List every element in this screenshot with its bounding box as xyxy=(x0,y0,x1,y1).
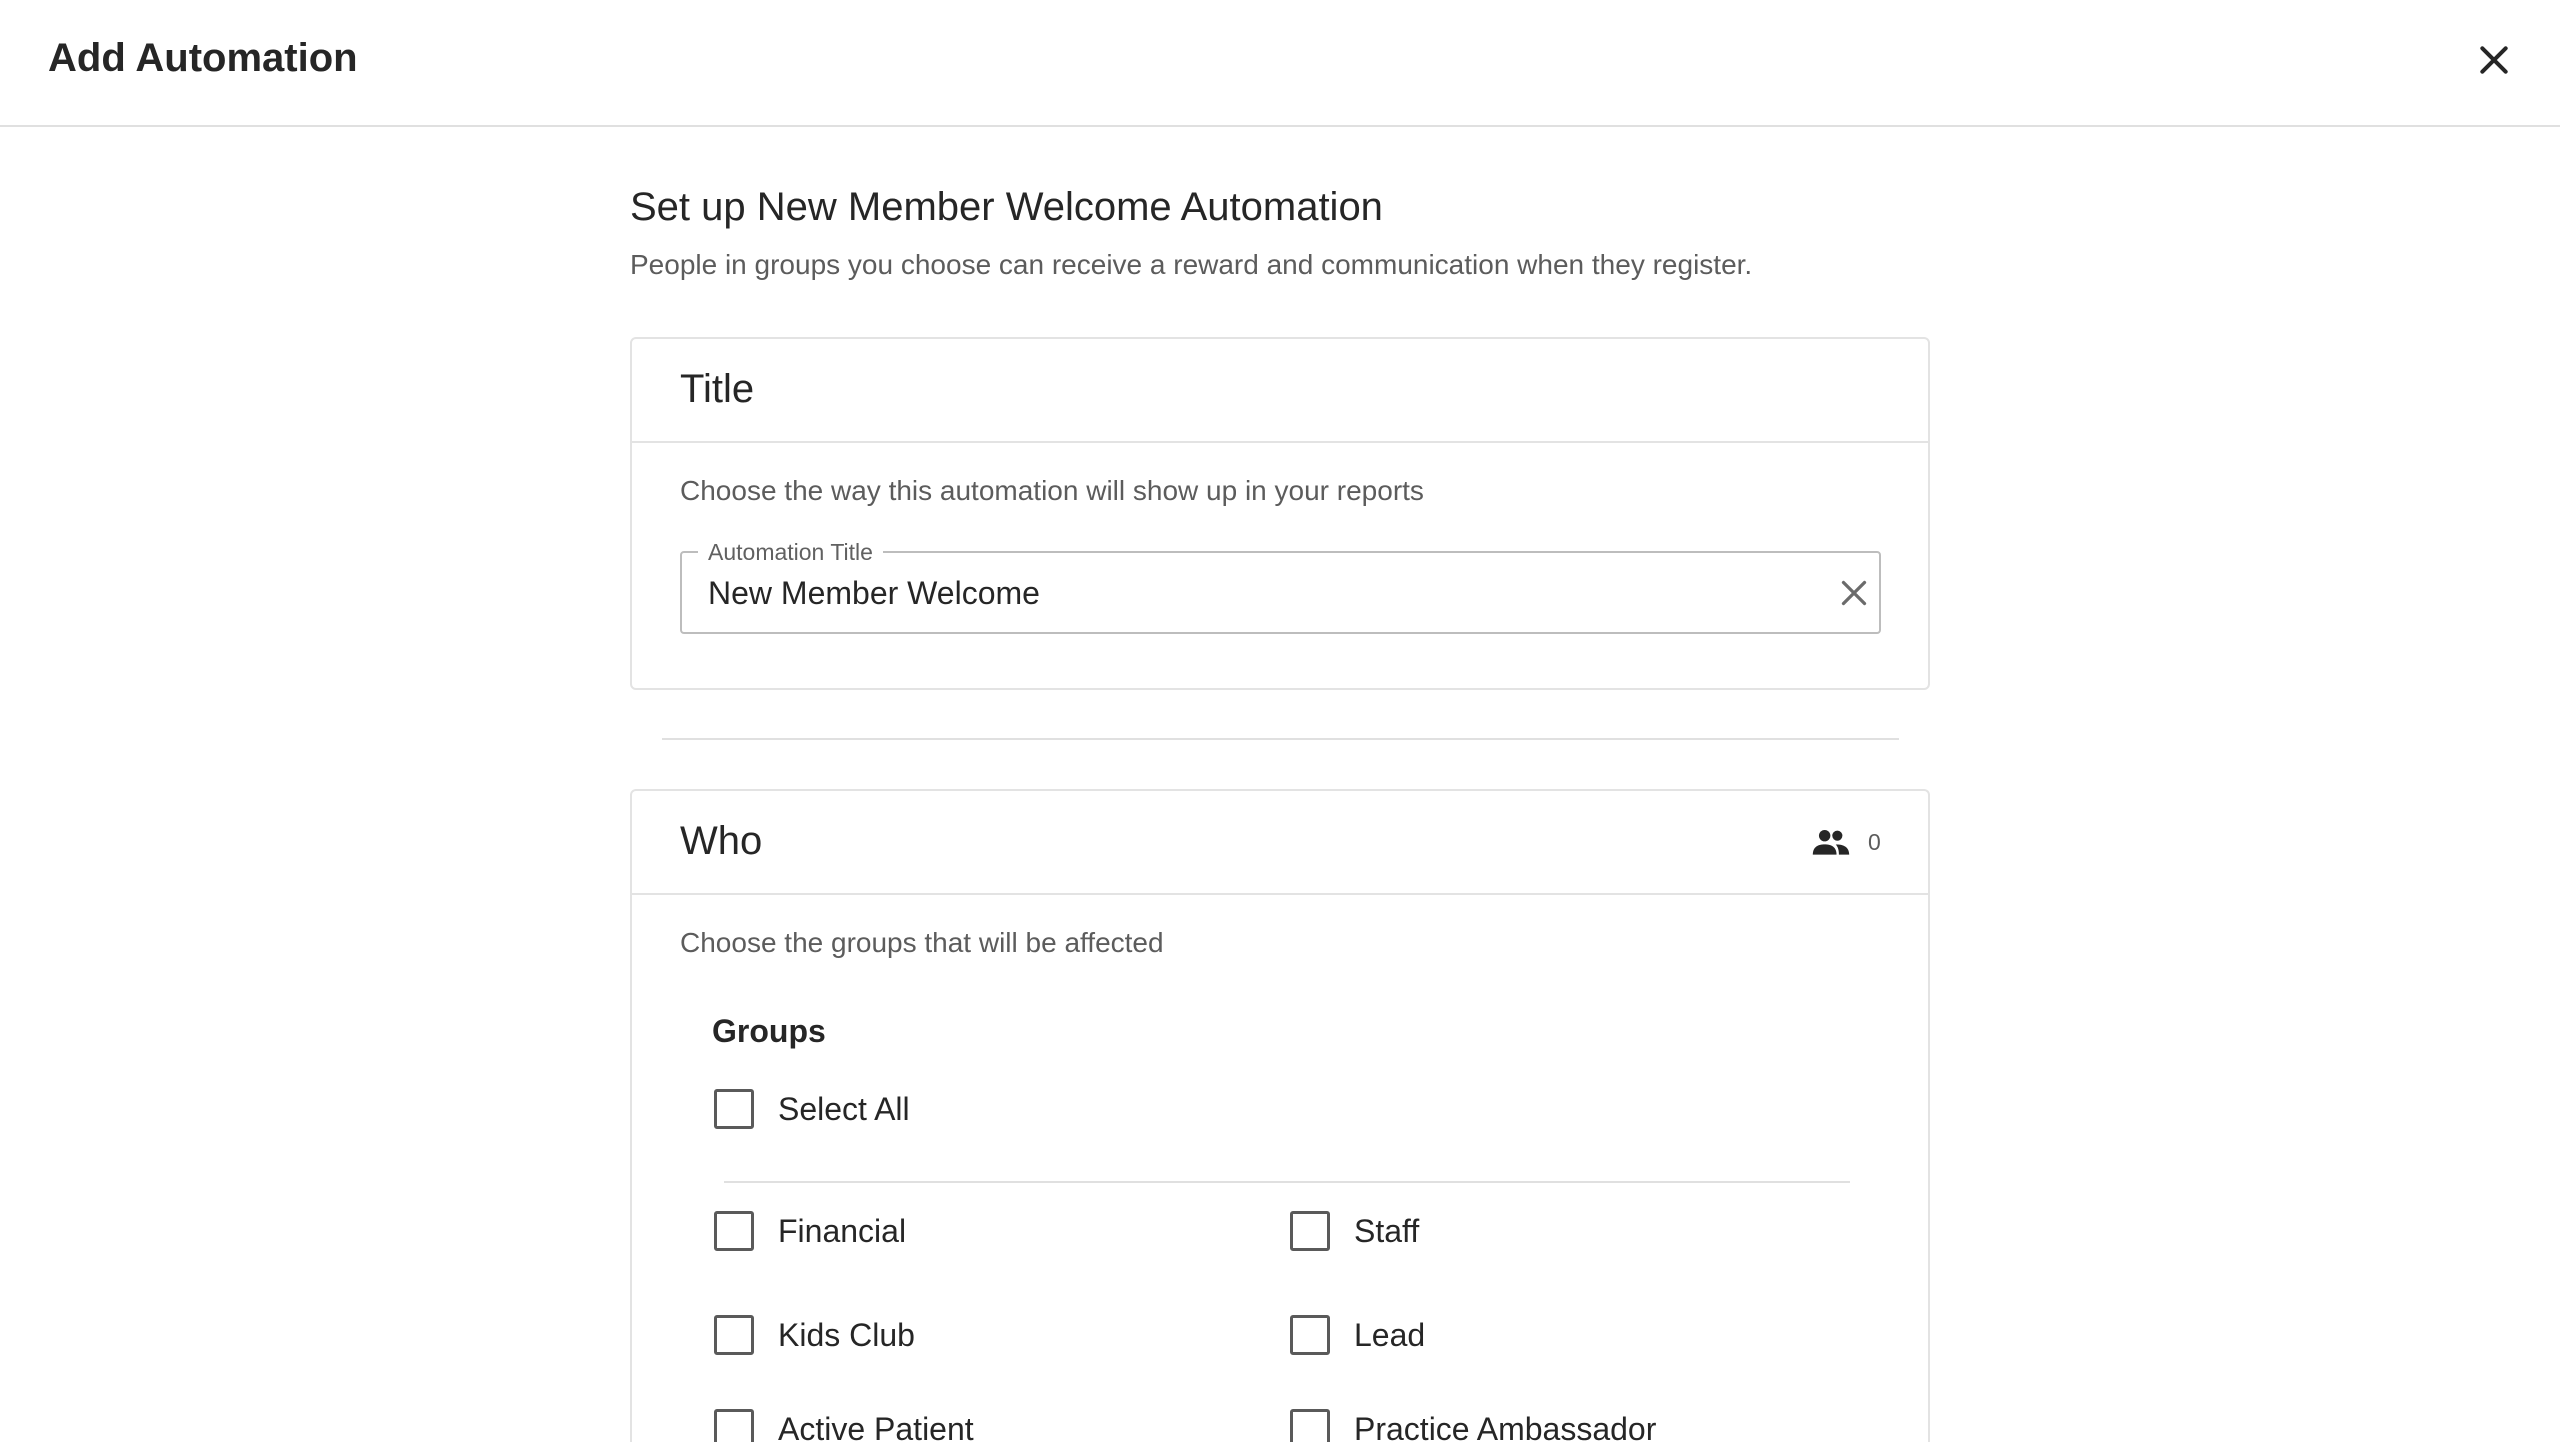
group-label: Kids Club xyxy=(778,1316,915,1353)
group-checkbox-staff[interactable] xyxy=(1290,1211,1419,1251)
title-card-heading: Title xyxy=(680,367,755,411)
who-card-description: Choose the groups that will be affected xyxy=(680,927,1164,958)
who-card-heading: Who xyxy=(680,819,763,863)
group-label: Practice Ambassador xyxy=(1354,1410,1657,1442)
groups-heading: Groups xyxy=(712,1013,826,1049)
group-label: Staff xyxy=(1354,1212,1420,1249)
member-count xyxy=(1812,827,1881,857)
clear-icon xyxy=(1836,575,1872,611)
section-divider xyxy=(662,738,1899,740)
title-card-header xyxy=(632,339,1928,443)
clear-title-button[interactable] xyxy=(1832,571,1876,615)
select-all-checkbox[interactable] xyxy=(714,1089,910,1129)
automation-title-input[interactable] xyxy=(708,573,1758,613)
automation-title-field xyxy=(680,539,1881,634)
checkbox-box[interactable] xyxy=(714,1089,754,1129)
group-checkbox-financial[interactable] xyxy=(714,1211,906,1251)
close-icon xyxy=(2474,40,2514,80)
automation-title-label: Automation Title xyxy=(698,539,883,565)
checkbox-box[interactable] xyxy=(1290,1315,1330,1355)
checkbox-box[interactable] xyxy=(1290,1409,1330,1442)
title-card-description: Choose the way this automation will show up in your reports xyxy=(680,475,1424,506)
intro-subtitle: People in groups you choose can receive a reward and communication when they register. xyxy=(630,249,1753,280)
member-count-value: 0 xyxy=(1868,828,1881,855)
group-label: Lead xyxy=(1354,1316,1426,1353)
checkbox-box[interactable] xyxy=(714,1315,754,1355)
group-checkbox-practice-ambassador[interactable] xyxy=(1290,1409,1656,1442)
group-checkbox-active-patient[interactable] xyxy=(714,1409,974,1442)
intro-title: Set up New Member Welcome Automation xyxy=(630,185,1383,229)
group-label: Active Patient xyxy=(778,1410,974,1442)
who-card xyxy=(630,789,1930,1442)
group-checkbox-lead[interactable] xyxy=(1290,1315,1425,1355)
groups-divider xyxy=(724,1181,1850,1183)
checkbox-box[interactable] xyxy=(714,1211,754,1251)
modal-header xyxy=(0,0,2560,127)
group-checkbox-kids-club[interactable] xyxy=(714,1315,915,1355)
people-icon xyxy=(1812,827,1850,857)
checkbox-box[interactable] xyxy=(714,1409,754,1442)
who-card-header xyxy=(632,791,1928,895)
checkbox-box[interactable] xyxy=(1290,1211,1330,1251)
select-all-label: Select All xyxy=(778,1090,910,1127)
group-label: Financial xyxy=(778,1212,907,1249)
modal-title: Add Automation xyxy=(48,36,358,80)
title-card xyxy=(630,337,1930,690)
close-button[interactable] xyxy=(2466,32,2522,88)
